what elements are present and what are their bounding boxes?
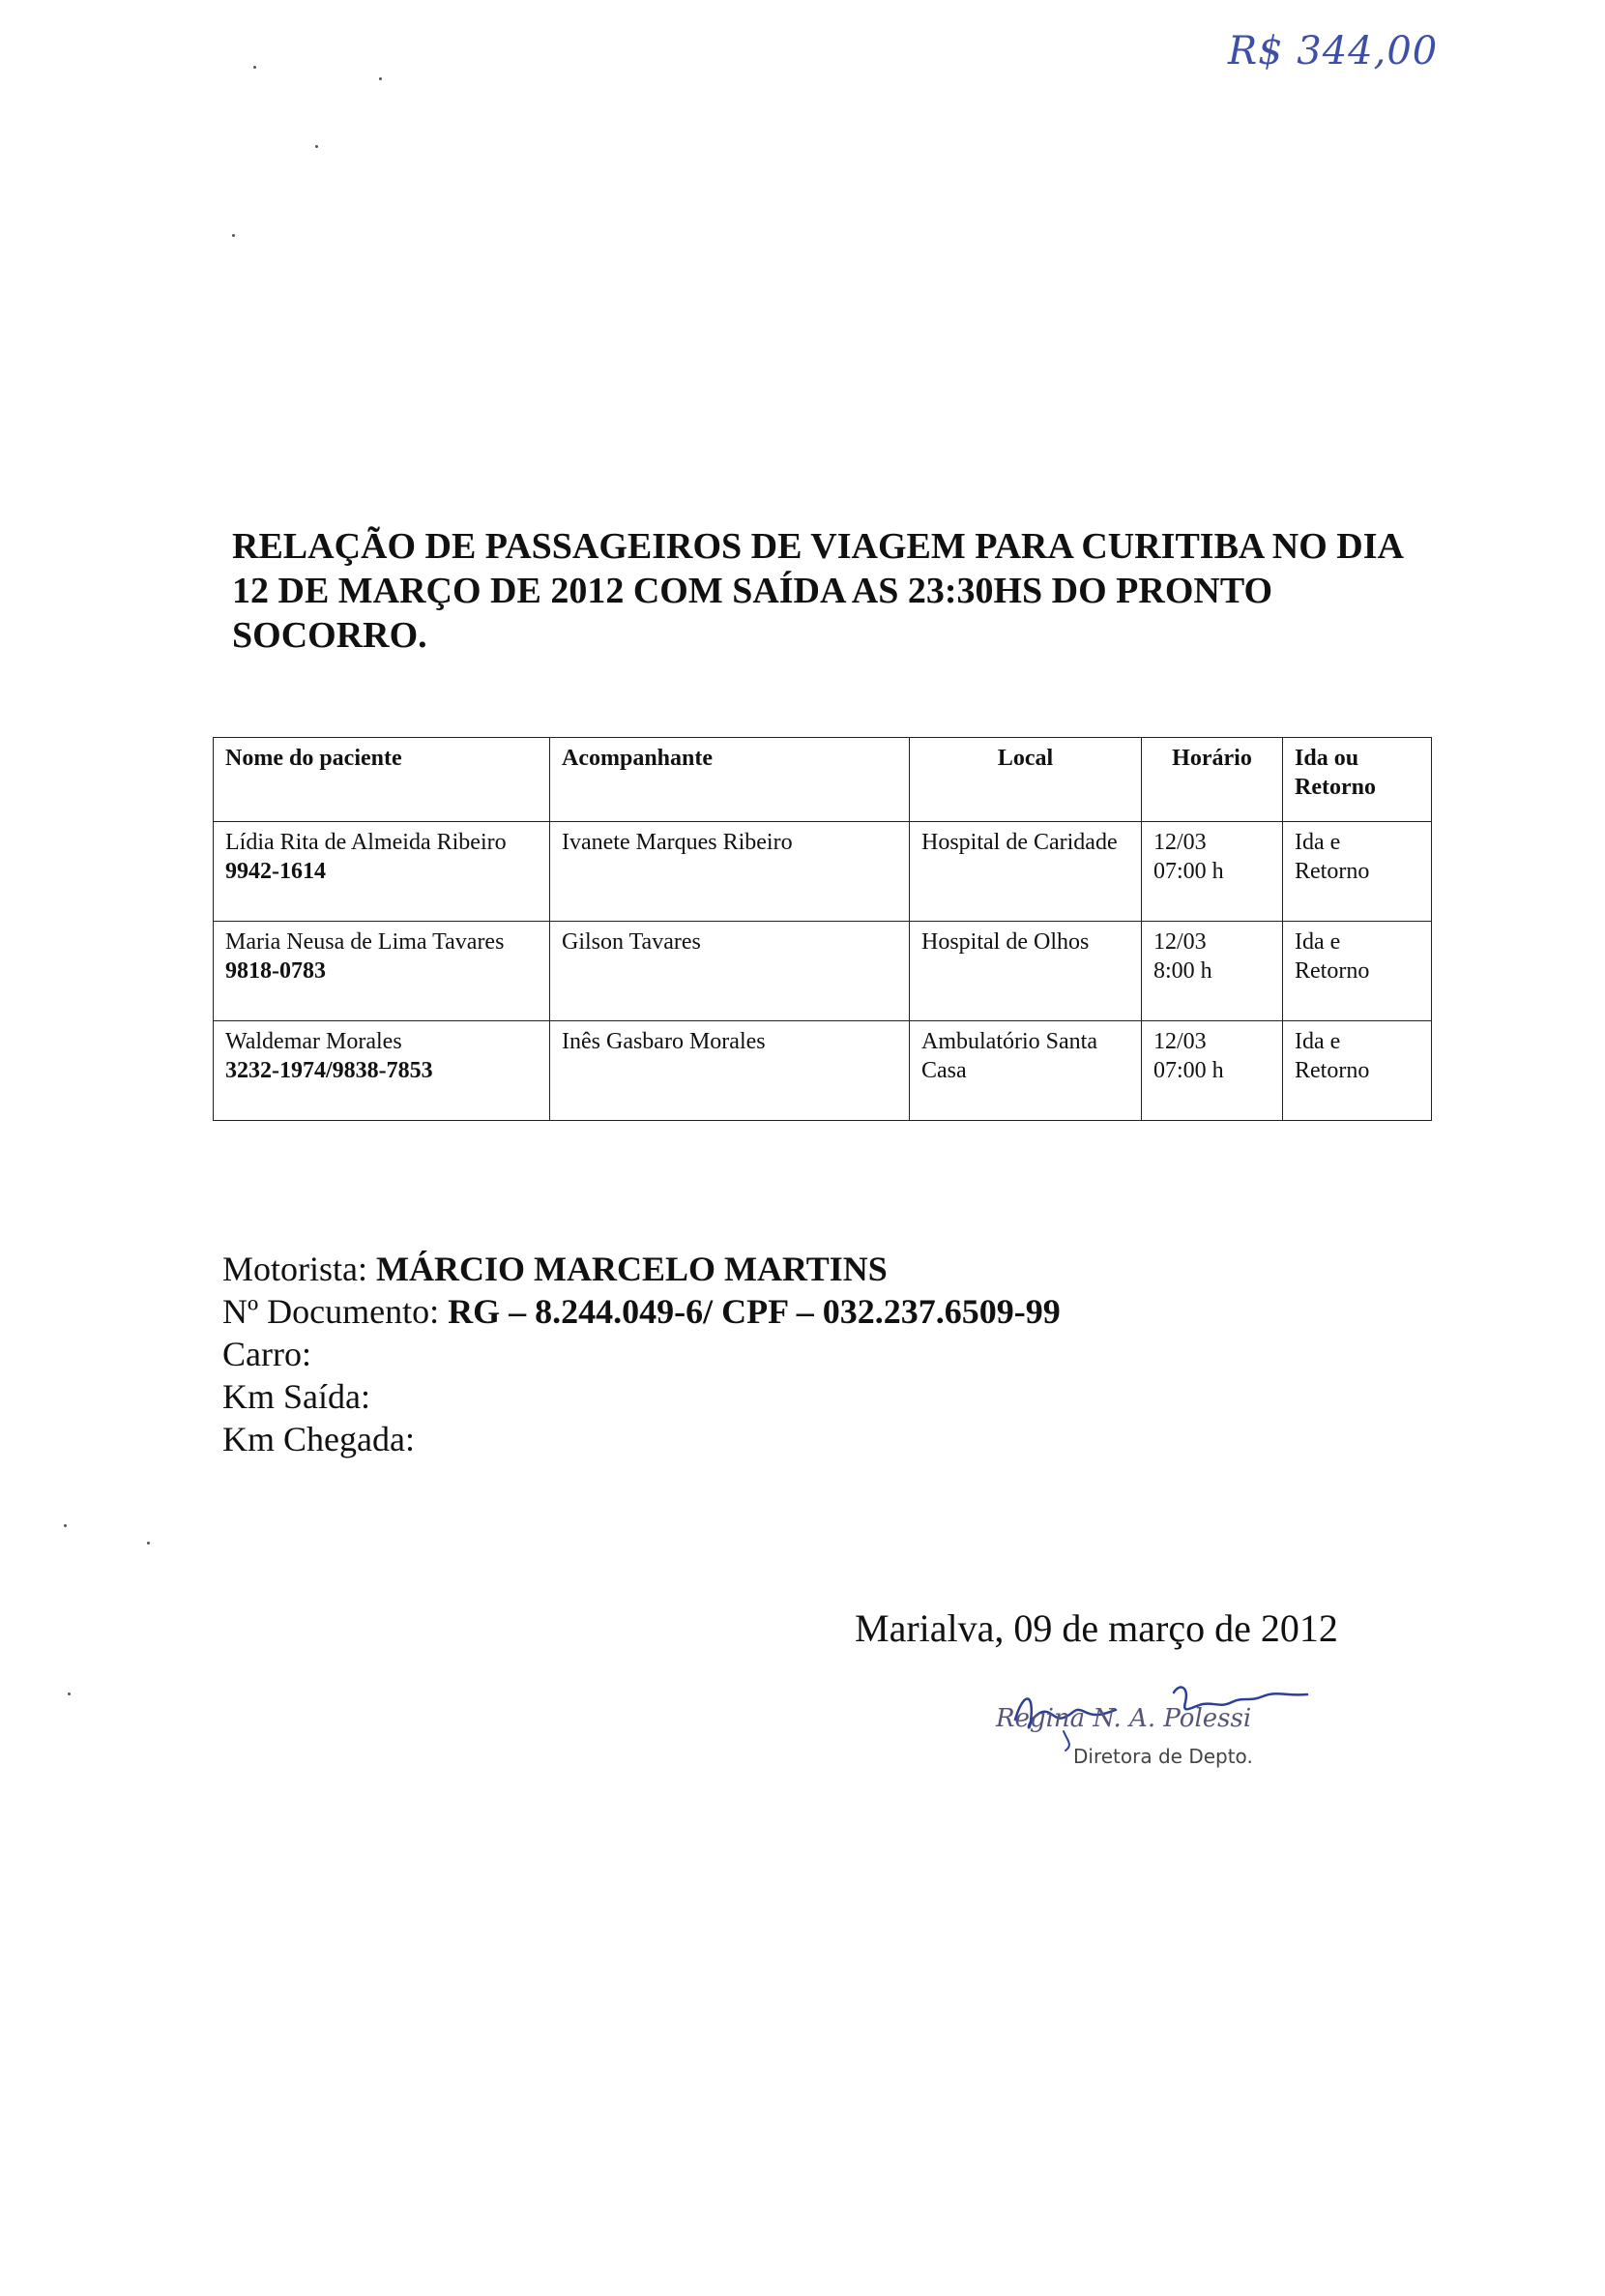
header-horario: Horário (1142, 738, 1283, 822)
handwritten-amount-note: R$ 344,00 (1228, 29, 1439, 74)
place-date-line: Marialva, 09 de março de 2012 (855, 1606, 1338, 1650)
table-row (214, 922, 1432, 1021)
trip-time: 8:00 h (1153, 958, 1212, 984)
km-chegada-label: Km Chegada: (222, 1420, 415, 1458)
driver-info (222, 1248, 1061, 1460)
carro-label: Carro: (222, 1335, 311, 1373)
patient-phone: 9942-1614 (225, 859, 326, 884)
cell-acompanhante: Inês Gasbaro Morales (550, 1021, 910, 1121)
documento-line (222, 1290, 1061, 1333)
documento-value: RG – 8.244.049-6/ CPF – 032.237.6509-99 (448, 1292, 1061, 1331)
scan-speck (147, 1542, 150, 1545)
cell-nome (214, 1021, 550, 1121)
scan-speck (68, 1693, 71, 1695)
cell-nome (214, 922, 550, 1021)
trip-date: 12/03 (1153, 929, 1207, 955)
cell-local: Hospital de Olhos (910, 922, 1142, 1021)
header-nome: Nome do paciente (214, 738, 550, 822)
cell-acompanhante: Ivanete Marques Ribeiro (550, 822, 910, 922)
trip-time: 07:00 h (1153, 859, 1224, 884)
header-acompanhante: Acompanhante (550, 738, 910, 822)
scan-speck (64, 1524, 67, 1527)
cell-acompanhante: Gilson Tavares (550, 922, 910, 1021)
header-ida-retorno: Ida ou Retorno (1283, 738, 1432, 822)
documento-label: Nº Documento: (222, 1292, 440, 1331)
patient-name: Maria Neusa de Lima Tavares (225, 929, 505, 955)
table-row (214, 1021, 1432, 1121)
table-row (214, 822, 1432, 922)
cell-horario (1142, 922, 1283, 1021)
trip-date: 12/03 (1153, 1029, 1207, 1054)
cell-horario (1142, 1021, 1283, 1121)
trip-date: 12/03 (1153, 830, 1207, 855)
km-saida-label: Km Saída: (222, 1377, 370, 1416)
cell-local: Hospital de Caridade (910, 822, 1142, 922)
cell-ida-retorno: Ida e Retorno (1283, 1021, 1432, 1121)
signature-stamp-name: Regina N. A. Polessi (996, 1704, 1252, 1733)
cell-nome (214, 822, 550, 922)
cell-ida-retorno: Ida e Retorno (1283, 922, 1432, 1021)
passenger-table (213, 737, 1432, 1121)
scan-speck (379, 77, 382, 80)
page-title: RELAÇÃO DE PASSAGEIROS DE VIAGEM PARA CURITIBA NO DIA 12 DE MARÇO DE 2012 COM SAÍDA AS 23:30HS DO PRONTO SOCORRO. (232, 526, 1402, 656)
scan-speck (232, 234, 235, 237)
patient-phone: 3232-1974/9838-7853 (225, 1058, 433, 1083)
scan-speck (315, 145, 318, 148)
motorista-label: Motorista: (222, 1250, 367, 1288)
cell-horario (1142, 822, 1283, 922)
cell-ida-retorno: Ida e Retorno (1283, 822, 1432, 922)
table-header-row (214, 738, 1432, 822)
patient-phone: 9818-0783 (225, 958, 326, 984)
patient-name: Waldemar Morales (225, 1029, 402, 1054)
trip-time: 07:00 h (1153, 1058, 1224, 1083)
patient-name: Lídia Rita de Almeida Ribeiro (225, 830, 507, 855)
header-local: Local (910, 738, 1142, 822)
motorista-line (222, 1248, 1061, 1290)
cell-local: Ambulatório Santa Casa (910, 1021, 1142, 1121)
signature-stamp-role: Diretora de Depto. (1073, 1745, 1253, 1768)
scan-speck (253, 66, 256, 69)
motorista-value: MÁRCIO MARCELO MARTINS (376, 1250, 888, 1288)
